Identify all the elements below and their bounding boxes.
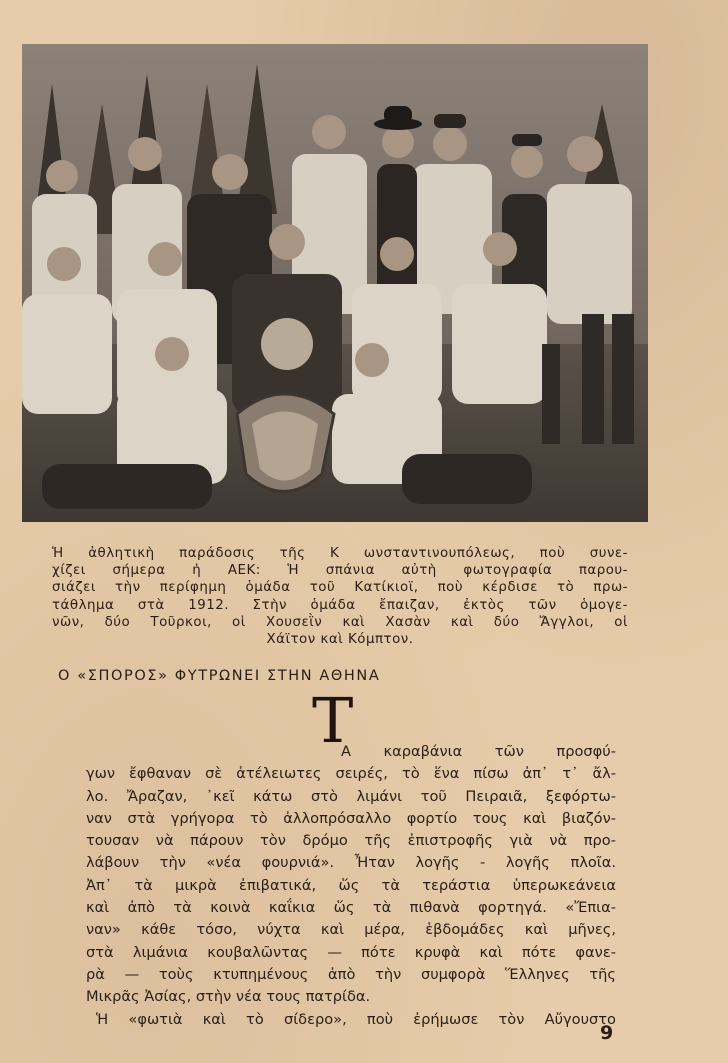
body-line: τουσαν νὰ πάρουν τὸν δρόμο τῆς ἐπιστροφῆς γιὰ νὰ προ- [86, 832, 616, 850]
caption-line: νῶν, δύο Τοῦρκοι, οἱ Χουσεῒν καὶ Χασὰν καὶ δύο Ἄγγλοι, οἱ [52, 614, 628, 630]
body-line: στὰ λιμάνια κουβαλῶντας — πότε κρυφὰ καὶ πότε φανε- [86, 943, 616, 961]
body-line: καὶ ἀπὸ τὰ κοινὰ καΐκια ὥς τὰ πιθανὰ φορτηγά. «Ἔπια- [86, 899, 616, 917]
body-text [86, 741, 616, 1031]
page-number: 9 [600, 1022, 614, 1044]
caption-line: χίζει σήμερα ἡ ΑΕΚ: Ἡ σπάνια αὐτὴ φωτογραφία παρου- [52, 563, 628, 579]
caption-line: τάθλημα στὰ 1912. Στὴν ὁμάδα ἔπαιζαν, ἐκτὸς τῶν ὁμογε- [52, 597, 628, 613]
body-line: Ἀπ᾿ τὰ μικρὰ ἐπιβατικά, ὥς τὰ τεράστια ὑπερωκεάνεια [86, 876, 616, 894]
team-photo [22, 44, 648, 522]
caption-line: Χάϊτον καὶ Κόμπτον. [266, 632, 414, 648]
body-line: Ἡ «φωτιὰ καὶ τὸ σίδερο», ποὺ ἐρήμωσε τὸν Αὔγουστο [96, 1010, 616, 1028]
drop-cap: Τ [312, 684, 354, 757]
team-photo-image [22, 44, 648, 522]
body-line: Μικρᾶς Ἀσίας, στὴν νέα τους πατρίδα. [86, 988, 371, 1006]
photo-caption [52, 545, 628, 648]
body-line: ναν στὰ γρήγορα τὸ ἀλλοπρόσαλλο φορτίο τους καὶ βιαζόν- [86, 809, 616, 827]
body-line: λο. Ἄραζαν, ᾿κεῖ κάτω στὸ λιμάνι τοῦ Πειραιᾶ, ξεφόρτω- [86, 787, 616, 805]
section-heading: Ο «ΣΠΟΡΟΣ» ΦΥΤΡΩΝΕΙ ΣΤΗΝ ΑΘΗΝΑ [58, 668, 381, 684]
caption-line: Ἡ ἀθλητικὴ παράδοσις τῆς Κ ωνσταντινουπόλεως, ποὺ συνε- [52, 546, 628, 561]
body-line: γων ἔφθαναν σὲ ἀτέλειωτες σειρές, τὸ ἕνα πίσω ἀπ᾿ τ᾿ ἄλ- [86, 765, 616, 783]
body-line: λάβουν τὴν «νέα φουρνιά». Ἦταν λογῆς - λογῆς πλοῖα. [86, 854, 616, 872]
body-line: Α καραβάνια τῶν προσφύ- [341, 743, 616, 760]
body-line: ναν» κάθε τόσο, νύχτα καὶ μέρα, ἑβδομάδες καὶ μῆνες, [86, 921, 616, 939]
caption-line: σιάζει τὴν περίφημη ὁμάδα τοῦ Κατίκιοϊ, ποὺ κέρδισε τὸ πρω- [52, 580, 628, 596]
body-line: ρὰ — τοὺς κτυπημένους ἀπὸ τὴν συμφορὰ Ἕλληνες τῆς [86, 965, 616, 983]
